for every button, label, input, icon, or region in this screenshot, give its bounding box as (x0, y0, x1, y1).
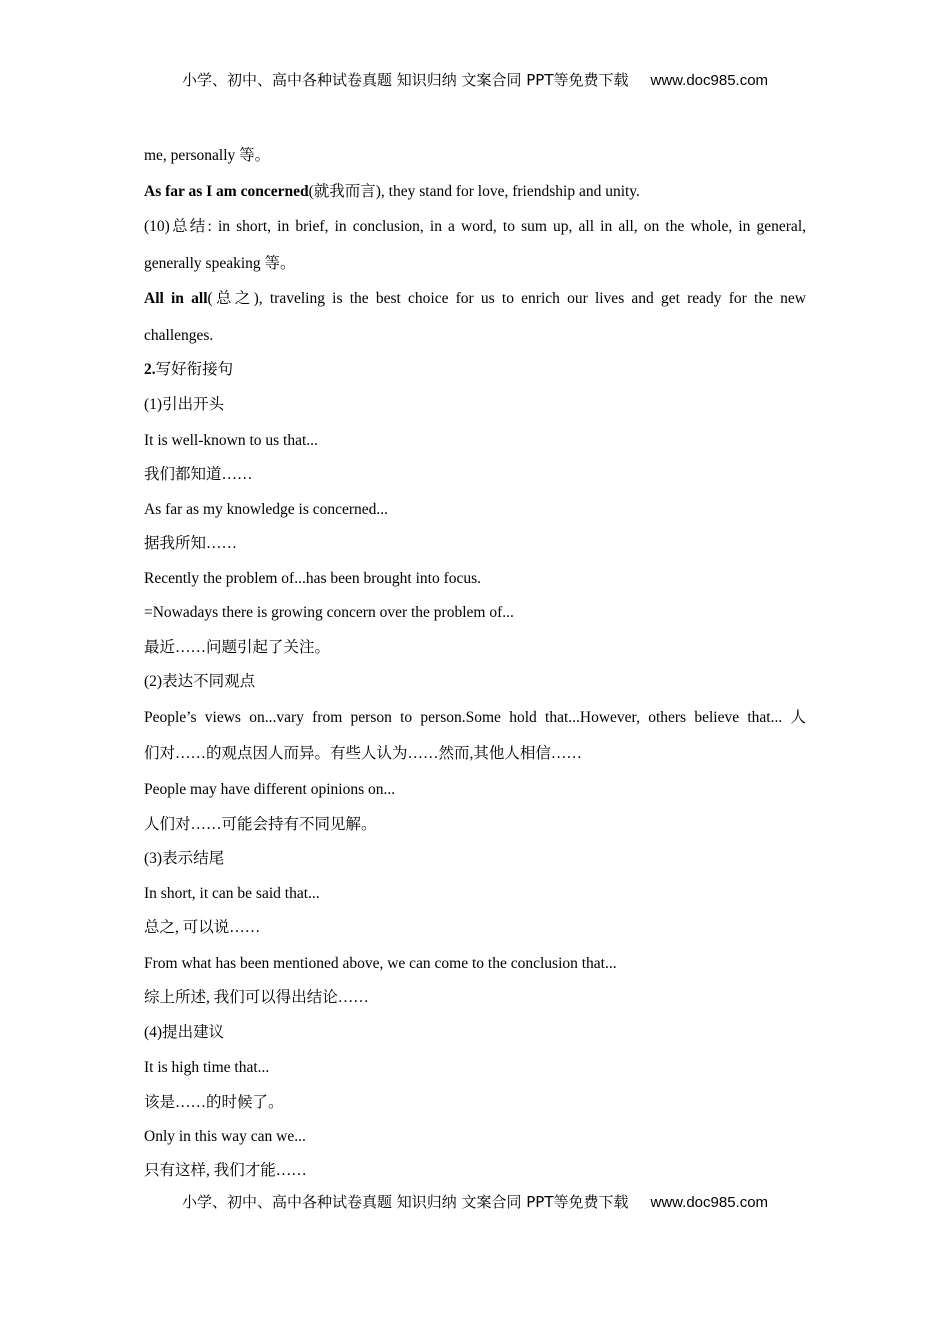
example-sentence: All in all(总之), traveling is the best choice for us to enrich our lives and get ready for the new (144, 290, 806, 307)
bold-phrase: As far as I am concerned (144, 183, 309, 200)
text-line: 综上所述, 我们可以得出结论…… (144, 989, 369, 1006)
text-line: Only in this way can we... (144, 1128, 306, 1145)
page-footer (0, 1191, 950, 1212)
subsection-heading: (2)表达不同观点 (144, 673, 256, 690)
text-line: People’s views on...vary from person to person.Some hold that...However, others believe that... 人 (144, 709, 806, 726)
subsection-heading: (4)提出建议 (144, 1024, 225, 1041)
text-line: Recently the problem of...has been brought into focus. (144, 570, 482, 587)
text-line: 们对……的观点因人而异。有些人认为……然而,其他人相信…… (144, 745, 582, 762)
text-line: People may have different opinions on... (144, 781, 396, 798)
text-line: challenges. (144, 327, 214, 344)
text-line: It is well-known to us that... (144, 432, 318, 449)
footer-url[interactable]: www.doc985.com (650, 1194, 769, 1211)
header-text: 小学、初中、高中各种试卷真题 知识归纳 文案合同 PPT等免费下载 (181, 71, 629, 89)
text-line: In short, it can be said that... (144, 885, 320, 902)
text-line: 该是……的时候了。 (144, 1094, 284, 1111)
text-line: (10)总结: in short, in brief, in conclusion, in a word, to sum up, all in all, on the whole, in general, (144, 218, 806, 235)
page-header (0, 69, 950, 90)
text-line: 我们都知道…… (144, 466, 253, 483)
example-sentence: As far as I am concerned(就我而言), they stand for love, friendship and unity. (144, 183, 640, 200)
text-line: From what has been mentioned above, we can come to the conclusion that... (144, 955, 617, 972)
text-line: =Nowadays there is growing concern over the problem of... (144, 604, 514, 621)
text-line: 据我所知…… (144, 535, 238, 552)
text-line: It is high time that... (144, 1059, 270, 1076)
header-url[interactable]: www.doc985.com (650, 72, 769, 89)
footer-text: 小学、初中、高中各种试卷真题 知识归纳 文案合同 PPT等免费下载 (181, 1193, 629, 1211)
text-line: 人们对……可能会持有不同见解。 (144, 816, 377, 833)
text-line: As far as my knowledge is concerned... (144, 501, 389, 518)
section-heading: 2.写好衔接句 (144, 361, 234, 378)
text-line: 只有这样, 我们才能…… (144, 1162, 307, 1179)
text-line: 总之, 可以说…… (144, 919, 261, 936)
text-line: generally speaking 等。 (144, 255, 296, 272)
subsection-heading: (1)引出开头 (144, 396, 225, 413)
bold-phrase: All in all (144, 290, 208, 307)
text-line: 最近……问题引起了关注。 (144, 639, 331, 656)
subsection-heading: (3)表示结尾 (144, 850, 225, 867)
text-line: me, personally 等。 (144, 147, 271, 164)
